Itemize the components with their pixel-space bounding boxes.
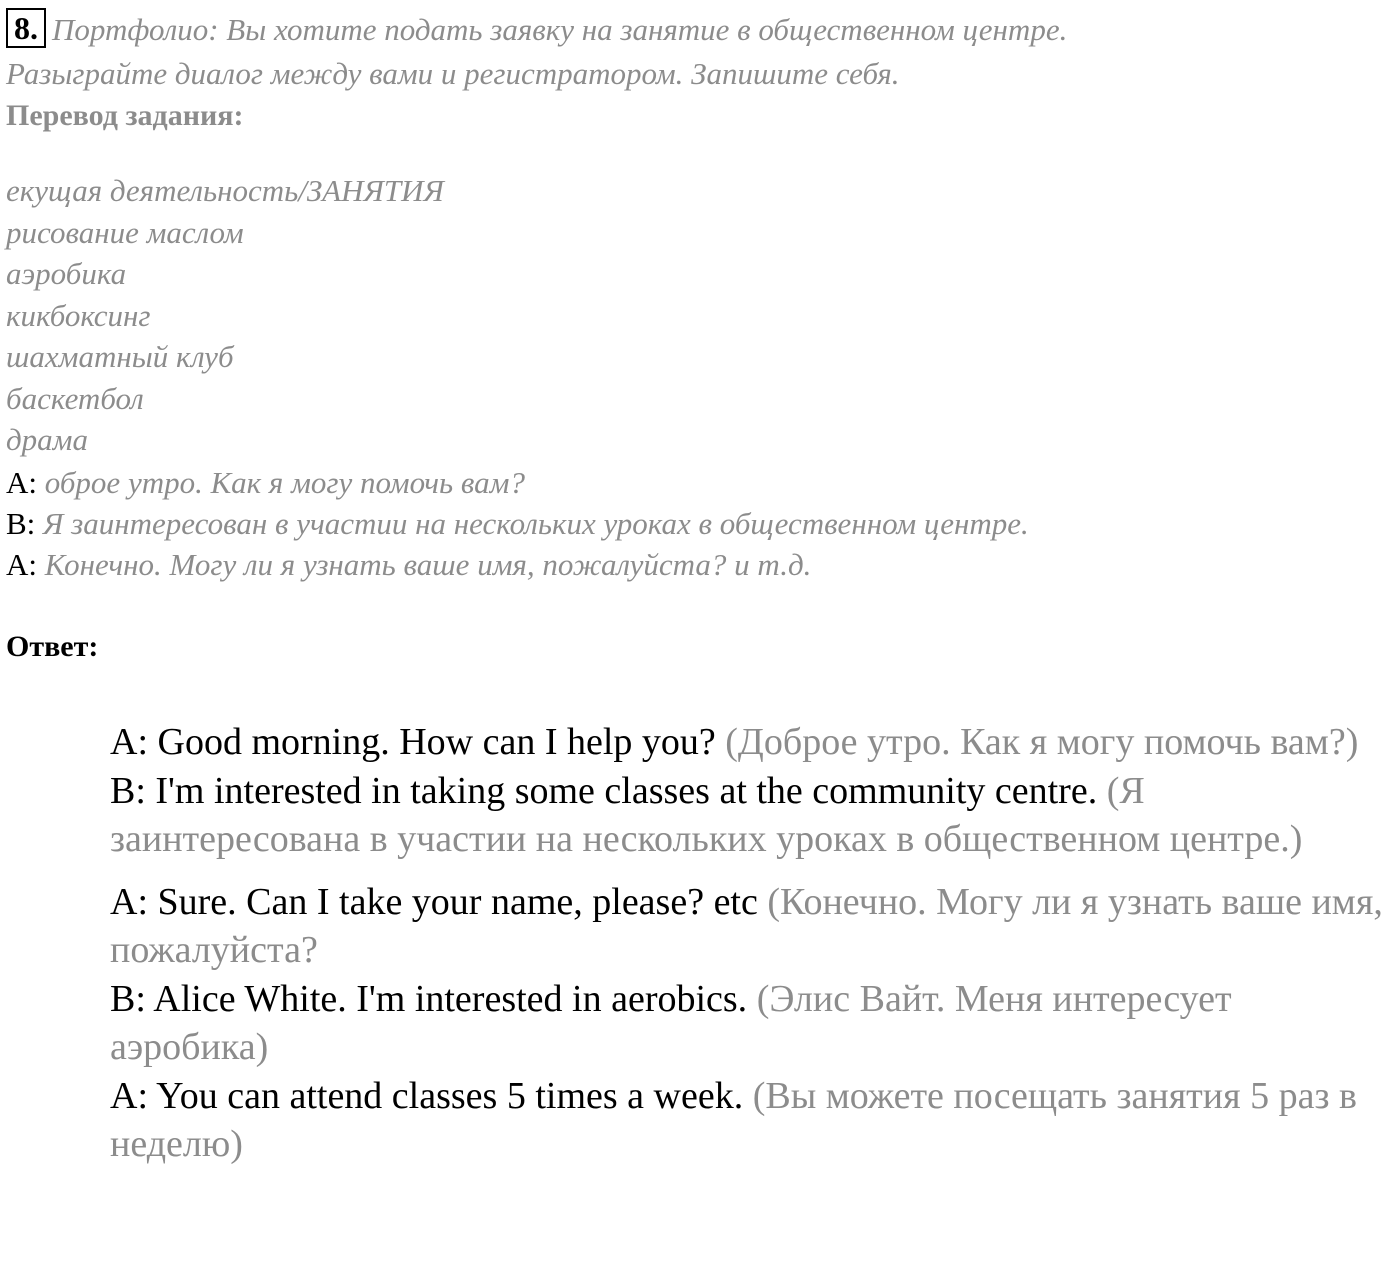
dialog-speaker: A:: [6, 547, 37, 582]
activity-item: шахматный клуб: [6, 339, 234, 374]
answer-line: [110, 1072, 1396, 1169]
activity-item: кикбоксинг: [6, 297, 151, 333]
dialog-translation: [6, 462, 1029, 585]
activity-item: драма: [6, 422, 88, 457]
task-text-line-1: Портфолио: Вы хотите подать заявку на занятие в общественном центре.: [52, 12, 1068, 47]
answer-line: [110, 718, 1396, 767]
activities-list: [6, 170, 444, 461]
answer-russian: (Элис Вайт. Меня интересует аэробика): [110, 977, 1232, 1068]
answer-russian: (Доброе утро. Как я могу помочь вам?): [725, 721, 1359, 763]
answer-english: A: Sure. Can I take your name, please? etc: [110, 880, 758, 923]
dialog-line: [6, 462, 1029, 503]
answer-russian: (Конечно. Могу ли я узнать ваше имя, пожалуйста?: [110, 880, 1383, 971]
activity-item: аэробика: [6, 256, 127, 291]
answer-line: [110, 767, 1396, 864]
dialog-text: Конечно. Могу ли я узнать ваше имя, пожалуйста? и т.д.: [44, 547, 812, 582]
answer-russian: (Вы можете посещать занятия 5 раз в неделю): [110, 1074, 1357, 1165]
task-number: 8.: [6, 8, 46, 48]
dialog-text: Я заинтересован в участии на нескольких уроках в общественном центре.: [43, 506, 1029, 541]
answer-line: [110, 975, 1396, 1072]
activity-item: рисование маслом: [6, 214, 244, 250]
answer-heading: Ответ:: [6, 630, 99, 663]
dialog-speaker: B:: [6, 506, 36, 541]
dialog-text: оброе утро. Как я могу помочь вам?: [44, 465, 525, 500]
task-block: [6, 8, 1396, 136]
answer-english: B: Alice White. I'm interested in aerobics.: [110, 977, 748, 1020]
answer-russian: (Я заинтересована в участии на нескольких уроках в общественном центре.): [110, 769, 1303, 860]
answer-english: A: Good morning. How can I help you?: [110, 721, 716, 763]
answer-dialog: [110, 718, 1396, 1169]
dialog-line: [6, 544, 1029, 585]
activity-item: баскетбол: [6, 380, 144, 416]
activity-item: екущая деятельность/ЗАНЯТИЯ: [6, 173, 444, 208]
dialog-line: [6, 503, 1029, 544]
translation-heading: Перевод задания:: [6, 99, 244, 132]
dialog-speaker: A:: [6, 465, 37, 500]
task-line-1: [6, 8, 1396, 52]
task-text-line-2: Разыграйте диалог между вами и регистратором. Запишите себя.: [6, 56, 900, 91]
answer-english: B: I'm interested in taking some classes at the community centre.: [110, 769, 1098, 812]
answer-english: A: You can attend classes 5 times a week.: [110, 1074, 744, 1117]
answer-line: [110, 878, 1396, 975]
